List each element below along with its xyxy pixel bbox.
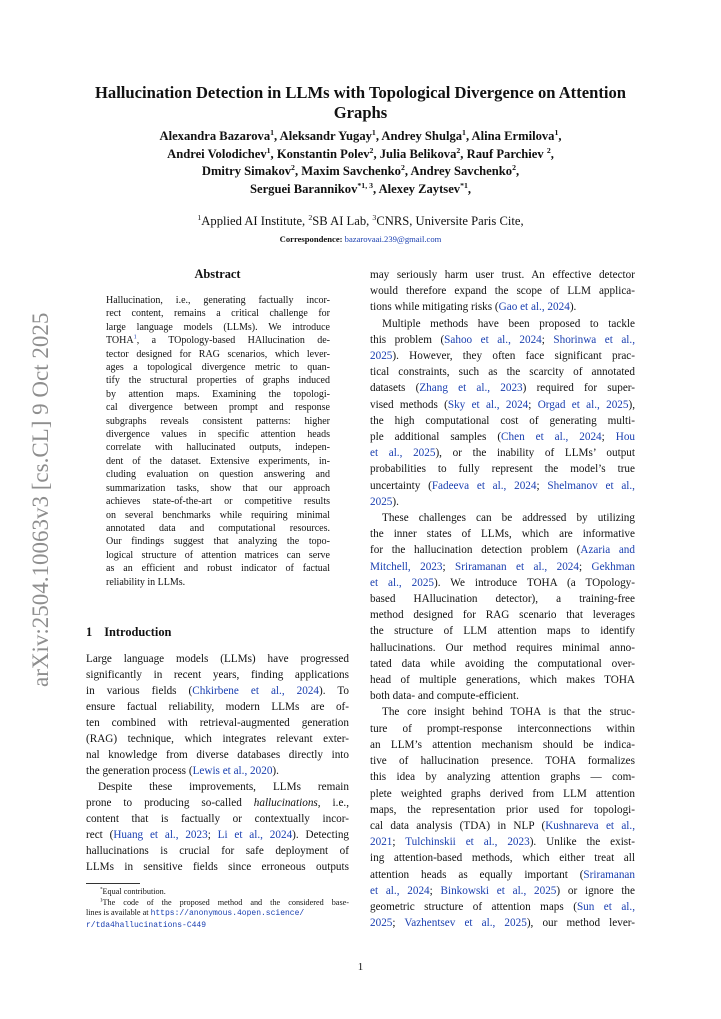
body-line xyxy=(370,883,635,899)
body-text: Large language models (LLMs) have progressed xyxy=(86,653,349,665)
author-name: , Andrey Shulga xyxy=(375,129,463,143)
citation-link[interactable]: Sahoo et al., 2024 xyxy=(444,333,542,346)
affiliation-name: CNRS, Universite Paris Cite, xyxy=(376,214,524,228)
citation-link[interactable]: Tulchinskii et al., 2023 xyxy=(405,836,530,849)
page-number: 1 xyxy=(357,961,364,973)
body-text: ). Unlike the exist- xyxy=(529,836,635,849)
body-text: in various fields ( xyxy=(86,685,193,697)
body-text: datasets ( xyxy=(370,382,420,395)
code-repository-link[interactable]: r/tda4hallucinations-C449 xyxy=(86,920,207,930)
footnotes xyxy=(86,887,349,931)
body-line xyxy=(370,332,635,348)
citation-link[interactable]: Chkirbene et al., 2024 xyxy=(192,685,320,697)
author-name: , xyxy=(515,164,520,179)
emphasis: hallucinations xyxy=(253,797,318,809)
body-text: maps, the representation prior used for topologi- xyxy=(370,803,635,816)
body-line xyxy=(86,667,349,683)
body-line xyxy=(370,753,635,769)
body-text: ). We introduce TOHA (a TOpology- xyxy=(434,576,635,589)
body-line xyxy=(86,859,349,875)
body-line xyxy=(86,763,349,779)
body-line xyxy=(370,348,635,364)
body-line xyxy=(370,769,635,785)
body-line xyxy=(370,704,635,720)
affiliation-marker: 2 xyxy=(400,163,405,172)
citation-link[interactable]: et al., 2025 xyxy=(370,576,435,589)
body-text: an LLM’s attention mechanism should be indica- xyxy=(370,738,635,751)
body-text: ). xyxy=(392,495,399,508)
body-text: ing attention-based methods, which either treat all xyxy=(370,852,635,865)
body-text: plete weighted graphs derived from LLM attention xyxy=(370,787,635,800)
abstract-line: Hallucination, i.e., generating factually incor- xyxy=(106,295,330,306)
citation-link[interactable]: Li et al., 2024 xyxy=(217,829,293,841)
footnote-line xyxy=(86,908,349,920)
citation-link[interactable]: Shelmanov et al., xyxy=(547,479,635,492)
body-line xyxy=(370,494,635,510)
body-line xyxy=(86,827,349,843)
section-heading-introduction xyxy=(86,625,171,640)
correspondence-label: Correspondence: xyxy=(279,234,343,244)
body-line xyxy=(370,850,635,866)
citation-link[interactable]: 2025 xyxy=(370,917,393,930)
affiliation-marker: *1, 3 xyxy=(357,180,373,190)
author-name: , xyxy=(467,181,472,196)
author-name: , Maxim Savchenko xyxy=(294,164,401,179)
body-line xyxy=(370,607,635,623)
body-line xyxy=(86,747,349,763)
body-text: ). To xyxy=(319,685,350,697)
citation-link[interactable]: 2025 xyxy=(370,495,393,508)
citation-link[interactable]: Kushnareva et al., xyxy=(545,819,636,832)
citation-link[interactable]: Chen et al., 2024 xyxy=(501,431,602,444)
citation-link[interactable]: Gekhman xyxy=(591,560,636,573)
body-line xyxy=(86,683,349,699)
body-text: ). However, they often face significant prac- xyxy=(392,350,635,363)
citation-link[interactable]: Vazhentsev et al., 2025 xyxy=(404,917,527,930)
body-text: ; xyxy=(601,431,616,444)
citation-link[interactable]: Sriramanan xyxy=(583,868,635,881)
body-line xyxy=(370,299,635,315)
author-line xyxy=(88,146,633,164)
body-line xyxy=(86,731,349,747)
affiliation-marker: 1 xyxy=(371,127,376,137)
body-text: head of multiple generations, which makes TOHA xyxy=(370,674,635,687)
abstract-line: on several benchmarks while requiring minimal xyxy=(106,509,330,521)
author-name: , Julia Belikova xyxy=(373,146,457,161)
body-text: significantly in recent years, finding applications xyxy=(86,669,349,681)
body-line xyxy=(370,267,635,283)
body-text: method designed for RAG scenario that leverages xyxy=(370,609,635,622)
body-line xyxy=(370,591,635,607)
body-text: rect ( xyxy=(86,829,114,841)
body-line xyxy=(370,542,635,558)
author-line xyxy=(88,128,633,146)
author-list xyxy=(88,128,633,198)
correspondence xyxy=(80,234,641,244)
body-text: nal knowledge from diverse databases directly into xyxy=(86,749,349,761)
abstract-line: subgraphs reveals consistent patterns: higher xyxy=(106,415,330,427)
footnote-marker: * xyxy=(100,886,103,893)
body-text: tical constraints, such as the scarcity of annotated xyxy=(370,366,635,379)
body-text: the structure of LLM attention maps to identify xyxy=(370,625,635,638)
author-name: , Rauf Parchiev xyxy=(460,146,547,161)
arxiv-identifier: arXiv:2504.10063v3 [cs.CL] 9 Oct 2025 xyxy=(28,312,53,687)
footnote-marker: 1 xyxy=(100,896,103,903)
abstract-line: large language models (LLMs). We introduce xyxy=(106,321,330,333)
body-text: cal data analysis (TDA) in NLP ( xyxy=(370,819,546,832)
body-line xyxy=(370,510,635,526)
body-line xyxy=(370,445,635,461)
body-text: would therefore expand the scope of LLM applica- xyxy=(370,285,635,298)
affiliation-marker: 1 xyxy=(462,127,466,137)
body-text: geometric structure of attention maps ( xyxy=(370,900,577,913)
body-text: ), xyxy=(628,398,636,411)
body-text: ; xyxy=(429,884,441,897)
footnote-equal-contribution xyxy=(86,887,349,898)
abstract-line: achieves state-of-the-art or competitive results xyxy=(106,496,330,508)
abstract-line: summarization tasks, show that our approach xyxy=(106,482,330,494)
body-text: ), or the inability of LLMs’ output xyxy=(435,447,635,460)
body-line xyxy=(86,843,349,859)
citation-link[interactable]: Orgad et al., 2025 xyxy=(537,398,629,411)
body-text: this problem ( xyxy=(370,333,445,346)
body-line xyxy=(370,364,635,380)
section-title: Introduction xyxy=(104,625,172,639)
citation-link[interactable]: Binkowski et al., 2025 xyxy=(440,884,557,897)
body-text: ensure factual reliability, modern LLMs are of- xyxy=(86,701,349,713)
author-line xyxy=(88,181,633,199)
author-name: Dmitry Simakov xyxy=(201,164,292,179)
body-line xyxy=(370,737,635,753)
body-line xyxy=(86,699,349,715)
abstract-line: annotated data and computational resources. xyxy=(106,522,330,534)
body-text: attention heads as equally important ( xyxy=(370,868,584,881)
abstract-line: as an efficient and robust indicator of factual xyxy=(106,563,330,575)
body-line xyxy=(370,786,635,802)
author-name: Alexandra Bazarova xyxy=(159,129,271,143)
author-name: , Aleksandr Yugay xyxy=(274,129,372,143)
abstract-heading: Abstract xyxy=(194,267,241,281)
body-text: ; xyxy=(207,829,218,841)
citation-link[interactable]: Sun et al., xyxy=(576,900,635,913)
citation-link[interactable]: et al., 2025 xyxy=(370,447,436,460)
correspondence-email[interactable]: bazarovaai.239@gmail.com xyxy=(344,234,442,244)
citation-link[interactable]: Huang et al., 2023 xyxy=(113,829,208,841)
body-text: vised methods ( xyxy=(370,398,448,411)
body-text: Despite these improvements, LLMs remain xyxy=(98,781,349,793)
abstract-line: cluding evaluation on question answering and xyxy=(106,469,330,481)
body-text: probabilities to fully represent the model’s true xyxy=(370,463,635,476)
abstract-text: TOHA xyxy=(106,335,134,347)
body-text: the high computational cost of generating multi- xyxy=(370,414,635,427)
body-text: content that is factually or contextually incor- xyxy=(86,813,349,825)
body-text: ), our method lever- xyxy=(526,917,636,930)
body-text: ten combined with retrieval-augmented generation xyxy=(86,717,349,729)
abstract-text: , a TOpology-based HAllucination de- xyxy=(136,335,330,347)
body-line xyxy=(370,672,635,688)
affiliation-marker: 2 xyxy=(512,163,516,172)
citation-link[interactable]: Shorinwa et al., xyxy=(553,333,635,346)
body-text: ture of prompt-response interconnections within xyxy=(370,722,635,735)
body-text: prone to producing so-called xyxy=(86,797,254,809)
body-text: hallucinations. Our method requires minimal anno- xyxy=(370,641,635,654)
body-text: LLMs in sensitive fields since erroneous outputs xyxy=(86,861,349,873)
body-line xyxy=(370,429,635,445)
body-line xyxy=(370,656,635,672)
body-text: The core insight behind TOHA is that the struc- xyxy=(382,706,635,719)
affiliation-marker: 2 xyxy=(546,145,551,155)
body-line xyxy=(370,526,635,542)
body-text: the inner states of LLMs, which are informative xyxy=(370,528,635,541)
body-text: ). xyxy=(569,301,577,314)
author-name: Serguei Barannikov xyxy=(249,181,358,196)
citation-link[interactable]: 2025 xyxy=(370,350,393,363)
footnote-line xyxy=(86,920,349,932)
abstract-line: tector designed for RAG scenarios, which lever- xyxy=(106,348,330,360)
citation-link[interactable]: Lewis et al., 2020 xyxy=(192,765,273,777)
body-line xyxy=(370,478,635,494)
citation-link[interactable]: Mitchell, 2023 xyxy=(370,560,443,573)
body-text: based HAllucination detector), a training-free xyxy=(370,593,635,606)
citation-link[interactable]: 2021 xyxy=(370,836,393,849)
author-name: , Andrey Savchenko xyxy=(404,164,513,179)
footnote-line xyxy=(86,898,349,909)
affiliation-marker: 3 xyxy=(372,212,377,222)
arxiv-stamp xyxy=(14,297,58,687)
body-text: ; xyxy=(392,917,405,930)
abstract-line: tify the structural properties of graphs induced xyxy=(106,375,330,387)
introduction-left-column xyxy=(86,651,349,875)
citation-link[interactable]: Zhang et al., 2023 xyxy=(419,382,523,395)
citation-link[interactable]: et al., 2024 xyxy=(370,884,430,897)
body-text: tions while mitigating risks ( xyxy=(370,301,499,314)
author-name: , xyxy=(550,146,554,161)
body-text: ; xyxy=(528,398,538,411)
affiliation-marker: *1 xyxy=(460,180,468,190)
abstract-line: correlate with hallucinated outputs, indepen- xyxy=(106,442,330,454)
body-text: ) required for super- xyxy=(522,382,636,395)
author-name: , Alexey Zaytsev xyxy=(372,181,461,196)
body-line xyxy=(370,283,635,299)
body-line xyxy=(370,461,635,477)
footnote-text: lines is available at xyxy=(86,908,151,918)
body-line xyxy=(370,915,635,931)
body-text: may seriously harm user trust. An effective detector xyxy=(370,269,635,281)
author-line xyxy=(88,163,633,181)
author-name: , xyxy=(558,129,562,143)
body-text: this idea by analyzing attention graphs — com- xyxy=(370,771,635,784)
body-line xyxy=(370,899,635,915)
body-line xyxy=(370,688,635,704)
body-text: Multiple methods have been proposed to tackle xyxy=(382,317,635,330)
abstract-line: rect content, remains a critical challenge for xyxy=(106,308,330,320)
abstract-body xyxy=(106,294,330,589)
body-text: ple additional samples ( xyxy=(370,431,502,444)
abstract-line: dent of the dataset. Extensive experiments, in- xyxy=(106,455,330,467)
abstract-line xyxy=(106,334,330,347)
footnote-marker[interactable]: 1 xyxy=(133,333,137,341)
affiliation-marker: 2 xyxy=(308,212,313,222)
citation-link[interactable]: Sky et al., 2024 xyxy=(447,398,529,411)
affiliation-marker: 1 xyxy=(197,212,202,222)
citation-link[interactable]: Gao et al., 2024 xyxy=(498,301,570,314)
abstract-line: cal divergence between prompt and response xyxy=(106,402,330,414)
author-name: Andrei Volodichev xyxy=(167,146,267,161)
affiliation-marker: 1 xyxy=(554,127,559,137)
body-line xyxy=(370,834,635,850)
body-text: ; xyxy=(536,479,548,492)
body-line xyxy=(370,575,635,591)
body-text: ). xyxy=(272,765,279,777)
abstract-line: Our findings suggest that analyzing the topo- xyxy=(106,536,330,548)
citation-link[interactable]: Sriramanan et al., 2024 xyxy=(455,560,579,573)
body-text: the generation process ( xyxy=(86,765,193,777)
code-repository-link[interactable]: https://anonymous.4open.science/ xyxy=(150,909,305,919)
abstract-line: divergence values in specific attention heads xyxy=(106,429,330,441)
affiliation-name: SB AI Lab, xyxy=(312,214,373,228)
body-text: ; xyxy=(541,333,554,346)
citation-link[interactable]: Hou xyxy=(615,431,636,444)
abstract-line: ages a topological divergence metric to quan- xyxy=(106,362,330,374)
body-text: tated data while avoiding the computational over- xyxy=(370,657,635,670)
abstract-line: reliability in LLMs. xyxy=(106,576,186,588)
body-line xyxy=(370,802,635,818)
affiliation-marker: 2 xyxy=(291,163,295,172)
citation-link[interactable]: Fadeeva et al., 2024 xyxy=(431,479,537,492)
body-line xyxy=(370,640,635,656)
author-name: , Konstantin Polev xyxy=(270,146,370,161)
body-text: both data- and compute-efficient. xyxy=(370,690,519,703)
footnote-code xyxy=(86,898,349,932)
body-text: ) or ignore the xyxy=(556,884,635,897)
body-text: uncertainty ( xyxy=(370,479,432,492)
footnote-divider xyxy=(86,883,140,884)
abstract-line: by attention maps. Examining the topologi- xyxy=(106,388,330,400)
abstract-line: logical structure of attention matrices can serve xyxy=(106,549,330,561)
footnote-text: The code of the proposed method and the considered base- xyxy=(102,897,349,907)
introduction-right-column xyxy=(370,267,635,931)
body-line xyxy=(370,413,635,429)
section-number: 1 xyxy=(86,625,93,639)
body-text: ; xyxy=(392,836,406,849)
affiliation-marker: 1 xyxy=(266,145,271,155)
body-line xyxy=(86,651,349,667)
body-text: tive of hallucination presence. TOHA formalizes xyxy=(370,755,635,768)
citation-link[interactable]: Azaria and xyxy=(580,544,635,557)
body-line xyxy=(370,623,635,639)
affiliations xyxy=(80,213,641,229)
body-line xyxy=(370,397,635,413)
body-line xyxy=(86,715,349,731)
body-text: hallucinations is crucial for safe deployment of xyxy=(86,845,349,857)
body-text: , i.e., xyxy=(317,797,349,809)
paper-title: Hallucination Detection in LLMs with Topological Divergence on Attention Graphs xyxy=(94,83,626,122)
body-text: ; xyxy=(578,560,592,573)
body-text: (RAG) technique, which integrates relevant exter- xyxy=(86,733,349,745)
affiliation-marker: 2 xyxy=(456,145,461,155)
body-text: These challenges can be addressed by utilizing xyxy=(382,512,635,525)
body-text: ; xyxy=(442,560,456,573)
affiliation-name: Applied AI Institute, xyxy=(201,214,309,228)
body-text: for the hallucination detection problem ( xyxy=(370,544,581,557)
body-line xyxy=(86,811,349,827)
body-line xyxy=(370,867,635,883)
body-line xyxy=(370,559,635,575)
author-name: , Alina Ermilova xyxy=(465,129,555,143)
body-line xyxy=(86,795,349,811)
body-line xyxy=(370,721,635,737)
body-text: ). Detecting xyxy=(292,829,350,841)
affiliation-marker: 2 xyxy=(369,145,374,155)
body-line xyxy=(370,818,635,834)
body-line xyxy=(370,380,635,396)
body-line xyxy=(370,316,635,332)
affiliation-marker: 1 xyxy=(270,127,275,137)
footnote-text: Equal contribution. xyxy=(102,887,166,896)
body-line xyxy=(86,779,349,795)
